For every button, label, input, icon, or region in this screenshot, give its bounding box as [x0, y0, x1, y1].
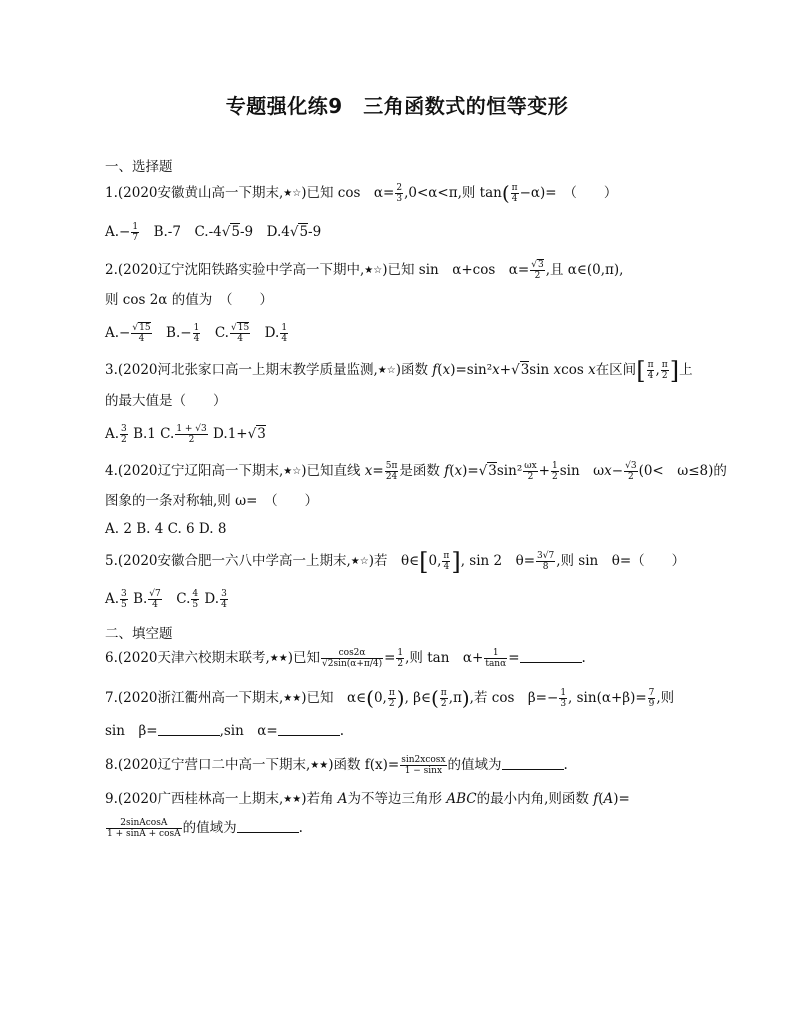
- question-4: 4.(2020辽宁辽阳高一下期末,★☆)已知直线 x= $\frac{5\pi}{24}$ 是函数 f(x)=√3sin² $\frac{\omega x}{2}$ + $\frac{1}{2}$ sin ωx− $\frac{√3}{2}$ (0< ω≤8)的: [105, 461, 727, 482]
- question-2: [105, 260, 623, 281]
- q3-tail: 上: [679, 362, 693, 378]
- q1-fraction: $\frac{2}{3}$: [396, 183, 403, 204]
- q2-line-2: 则 cos 2α 的值为 （ ）: [105, 292, 273, 308]
- question-1: 1.(2020安徽黄山高一下期末,★☆)已知 cos α= $\frac{2}{3}$ ,0<α<π,则 tan( $\frac{\pi}{4}$ −α)= （ ）: [105, 181, 618, 205]
- q1-source: 1.(2020安徽黄山高一下期末,: [105, 185, 284, 201]
- q3-source: 3.(2020河北张家口高一上期末教学质量监测,: [105, 362, 378, 378]
- q4-line-2: 图象的一条对称轴,则 ω= （ ）: [105, 493, 319, 509]
- difficulty-star-icon: ★☆: [283, 188, 302, 199]
- q5-options: A. $\frac{3}{5}$ B. $\frac{√7}{4}$ C. $\frac{4}{5}$ D. $\frac{3}{4}$: [105, 589, 227, 610]
- question-9: 9.(2020广西桂林高一上期末,★★)若角 A为不等边三角形 ABC的最小内角,则函数 f(A)=: [105, 791, 630, 807]
- difficulty-star-icon: ★☆: [350, 556, 369, 567]
- q1-options: A.− $\frac{1}{7}$ B.-7 C.-4√5-9 D.4√5-9: [105, 222, 322, 243]
- question-5: 5.(2020安徽合肥一六八中学高一上期末,★☆)若 θ∈[0, $\frac{\pi}{4}$ ], sin 2 θ= $\frac{3√7}{8}$ ,则 sin θ=（ ）: [105, 548, 686, 576]
- q6-fraction: $\frac{\cos 2\alpha}{√2\sin(\alpha+\pi/4)}$: [322, 648, 383, 669]
- q5-source: 5.(2020安徽合肥一六八中学高一上期末,: [105, 553, 351, 569]
- q3-options: A. $\frac{3}{2}$ B.1 C. $\frac{1 + √3}{2}$ D.1+√3: [105, 424, 266, 445]
- q4-source: 4.(2020辽宁辽阳高一下期末,: [105, 463, 284, 479]
- q2-tail: ,且 α∈(0,π),: [545, 262, 624, 278]
- page-title: 专题强化练9 三角函数式的恒等变形: [225, 94, 569, 118]
- answer-blank[interactable]: [520, 650, 582, 663]
- difficulty-star-icon: ★★: [310, 760, 329, 771]
- answer-blank-sinalpha[interactable]: [278, 723, 340, 736]
- q9-fraction: $\frac{\text{2sinAcosA}}{1 + \sin A + \cos A}$: [107, 818, 181, 839]
- difficulty-star-icon: ★★: [283, 693, 302, 704]
- q8-fraction: $\frac{\sin 2xcosx}{1 - \sin x}$: [401, 755, 446, 776]
- difficulty-star-icon: ★☆: [377, 365, 396, 376]
- q7-line-2: sin β= ,sin α= .: [105, 723, 345, 739]
- q2-text: )已知 sin α+cos α=: [382, 262, 530, 278]
- q6-source: 6.(2020天津六校期末联考,: [105, 650, 270, 666]
- q9-line-2: $\frac{\text{2sinAcosA}}{1 + \sin A + \cos A}$ 的值域为 .: [107, 818, 303, 839]
- q2-source: 2.(2020辽宁沈阳铁路实验中学高一下期中,: [105, 262, 365, 278]
- q1-text: )已知 cos α=: [301, 185, 395, 201]
- section-fill-heading: 二、填空题: [105, 626, 173, 642]
- difficulty-star-icon: ★☆: [283, 466, 302, 477]
- difficulty-star-icon: ★☆: [364, 265, 383, 276]
- q4-options: A. 2 B. 4 C. 6 D. 8: [105, 521, 227, 537]
- q9-source: 9.(2020广西桂林高一上期末,: [105, 791, 284, 807]
- answer-blank-sinbeta[interactable]: [158, 723, 220, 736]
- difficulty-star-icon: ★★: [269, 653, 288, 664]
- question-8: 8.(2020辽宁营口二中高一下期末,★★)函数 f(x)= $\frac{\sin 2xcosx}{1 - \sin x}$ 的值域为 .: [105, 755, 568, 776]
- q1-fraction-2: $\frac{\pi}{4}$: [511, 183, 518, 204]
- section-choice-heading: 一、选择题: [105, 159, 173, 175]
- q1-text-2: ,0<α<π,则 tan: [404, 185, 502, 201]
- q7-source: 7.(2020浙江衢州高一下期末,: [105, 690, 284, 706]
- q2-fraction: $\frac{√3}{2}$: [531, 260, 544, 281]
- question-6: 6.(2020天津六校期末联考,★★)已知 $\frac{\cos 2\alpha}{√2\sin(\alpha+\pi/4)}$ = $\frac{1}{2}$ ,则 tan α+ $\frac{1}{\tan\alpha}$ = .: [105, 648, 586, 669]
- q2-options: A.− $\frac{√15}{4}$ B.− $\frac{1}{4}$ C. $\frac{√15}{4}$ D. $\frac{1}{4}$: [105, 323, 288, 344]
- q3-line-2: 的最大值是（ ）: [105, 393, 227, 409]
- q8-source: 8.(2020辽宁营口二中高一下期末,: [105, 757, 311, 773]
- question-7: 7.(2020浙江衢州高一下期末,★★)已知 α∈(0, $\frac{\pi}{2}$ ), β∈( $\frac{\pi}{2}$ ,π),若 cos β=− $\frac{1}{3}$ , sin(α+β)= $\frac{7}{9}$ ,则: [105, 686, 675, 710]
- answer-blank[interactable]: [502, 757, 564, 770]
- question-3: 3.(2020河北张家口高一上期末教学质量监测,★☆)函数 f(x)=sin²x+√3sin xcos x在区间[ $\frac{\pi}{4}$ , $\frac{\pi}{2}$ ]上: [105, 357, 693, 385]
- difficulty-star-icon: ★★: [283, 794, 302, 805]
- q1-tail: −α)= （ ）: [519, 185, 618, 201]
- answer-blank[interactable]: [237, 820, 299, 833]
